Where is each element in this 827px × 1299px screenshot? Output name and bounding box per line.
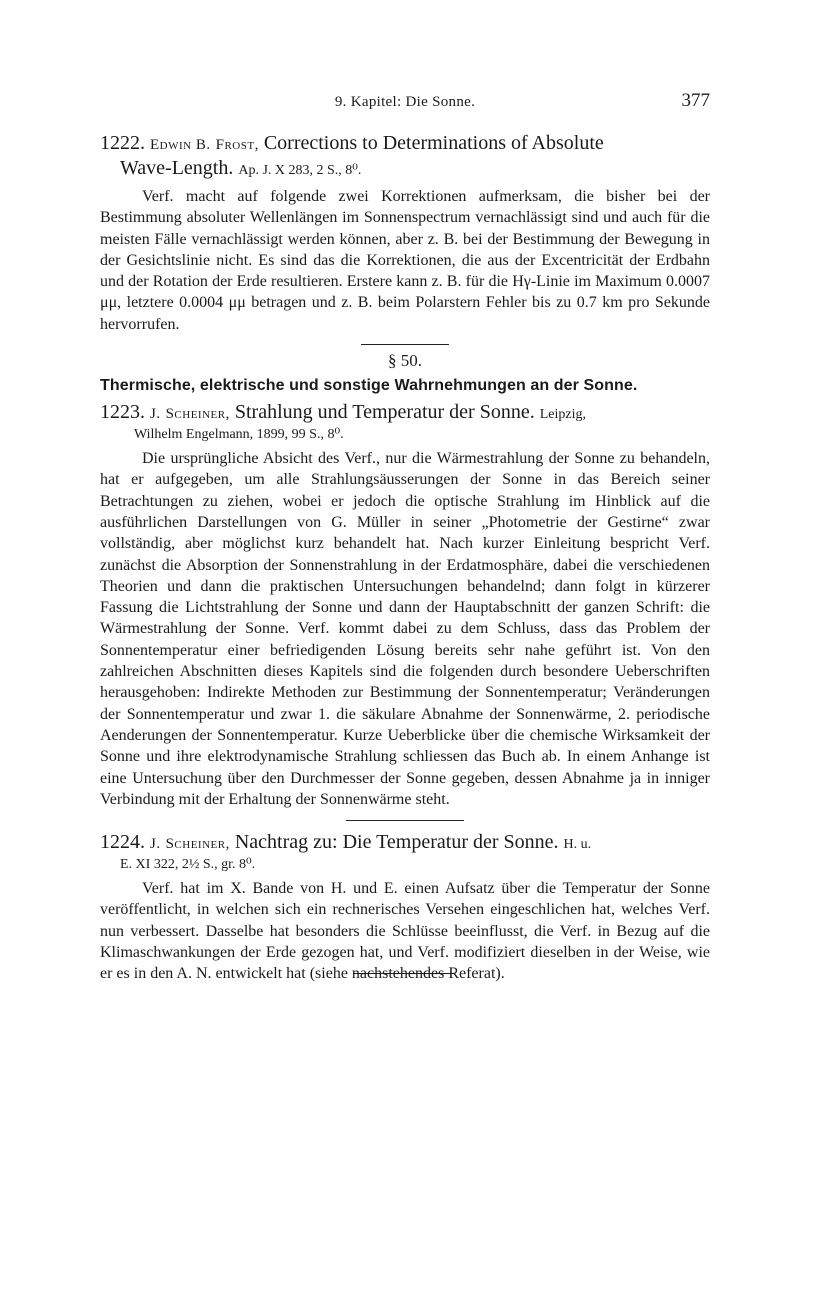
entry-citation-cont: Wilhelm Engelmann, 1899, 99 S., 8⁰.	[134, 427, 344, 443]
entry-citation: Ap. J. X 283, 2 S., 8⁰.	[238, 163, 362, 178]
page-number: 377	[681, 90, 710, 111]
entry-title: Nachtrag zu: Die Temperatur der Sonne.	[234, 831, 559, 854]
entry-abstract: Verf. macht auf folgende zwei Korrektionen aufmerksam, die bisher bei der Bestimmung absoluter Wellenlängen im Sonnenspectrum vernachlässigt sind und auch für die meisten Fälle vernachlässigt werden können, aber z. B. bei der Bestimmung der Bewegung in der Gesichtslinie nicht. Es sind das die Korrektionen, die aus der Excentricität der Erdbahn und der Rotation der Erde resultieren. Erstere kann z. B. für die Hγ-Linie im Maximum 0.0007 μμ, letztere 0.0004 μμ betragen und z. B. beim Polarstern Fehler bis zu 0.7 km pro Sekunde hervorrufen.	[100, 188, 710, 333]
entry-title: Corrections to Determinations of Absolute	[263, 132, 604, 154]
entry-1223	[100, 401, 710, 810]
entry-1224	[100, 831, 710, 984]
divider	[346, 820, 464, 821]
divider	[361, 344, 449, 345]
author-first: J.	[150, 836, 161, 853]
entry-title: Strahlung und Temperatur der Sonne.	[234, 401, 535, 424]
section-number: § 50.	[388, 351, 422, 371]
author-first: J.	[150, 406, 161, 423]
running-title: 9. Kapitel: Die Sonne.	[334, 94, 476, 110]
running-header	[100, 90, 710, 118]
section-title: Thermische, elektrische und sonstige Wahrnehmungen an der Sonne.	[100, 377, 638, 395]
entry-heading	[100, 401, 710, 426]
entry-number: 1223.	[100, 401, 145, 424]
entry-heading-cont	[100, 157, 710, 182]
entry-heading	[100, 132, 710, 157]
author-last: Scheiner,	[165, 836, 230, 853]
entry-abstract: Verf. hat im X. Bande von H. und E. einen Aufsatz über die Temperatur der Sonne veröffentlicht, in welchen sich ein rechnerisches Versehen eingeschlichen hat, welches Verf. nun verbessert. Dasselbe hat besonders die Schlüsse beeinflusst, die Verf. in Bezug auf die Klimaschwankungen der Erde gezogen hat, und Verf. modifiziert dieselben in der Weise, wie er es in den A. N. entwickelt hat (siehe nachstehendes Referat).	[100, 880, 710, 983]
author-last: Scheiner,	[165, 406, 230, 423]
entry-abstract: Die ursprüngliche Absicht des Verf., nur die Wärmestrahlung der Sonne zu behandeln, hat er aufgegeben, um alle Strahlungsäusserungen der Sonne in das Bereich seiner Betrachtungen zu ziehen, wobei er jedoch die optische Strahlung im Hinblick auf die ausführlichen Darstellungen von G. Müller in seiner „Photometrie der Gestirne“ zwar vollständig, aber möglichst kurz behandelt hat. Nach kurzer Einleitung bespricht Verf. zunächst die Absorption der Sonnenstrahlung in der Erdatmosphäre, dabei die verschiedenen Theorien und dann die praktischen Untersuchungen behandelnd; dann folgt in kürzerer Fassung die Lichtstrahlung der Sonne und dann der Hauptabschnitt der ganzen Schrift: die Wärmestrahlung der Sonne. Verf. kommt dabei zu dem Schluss, dass das Problem der Sonnentemperatur einer befriedigenden Lösung bereits sehr nahe geführt ist. Von den zahlreichen Abschnitten dieses Kapitels sind die folgenden durch besondere Ueberschriften herausgehoben: Indirekte Methoden zur Bestimmung der Sonnentemperatur; Veränderungen der Sonnentemperatur und zwar 1. die säkulare Abnahme der Sonnenwärme, 2. periodische Aenderungen der Sonnentemperatur. Kurze Ueberblicke über die chemische Wirksamkeit der Sonne und ihre elektrodynamische Strahlung schliessen das Buch ab. In einem Anhange ist eine Untersuchung über den Durchmesser der Sonne gegeben, dessen Abnahme ja in inniger Verbindung mit der Erhaltung der Sonnenwärme steht.	[100, 450, 710, 808]
author-first: Edwin B.	[150, 137, 211, 153]
entry-citation: Leipzig,	[539, 407, 586, 423]
entry-1222	[100, 132, 710, 335]
entry-citation: H. u.	[563, 837, 592, 853]
entry-heading	[100, 831, 710, 856]
entry-title-cont: Wave-Length.	[120, 157, 234, 179]
author-last: Frost,	[215, 137, 259, 153]
entry-citation-cont: E. XI 322, 2½ S., gr. 8⁰.	[120, 857, 256, 873]
document-page	[100, 90, 710, 983]
entry-number: 1222.	[100, 132, 145, 154]
entry-number: 1224.	[100, 831, 145, 854]
